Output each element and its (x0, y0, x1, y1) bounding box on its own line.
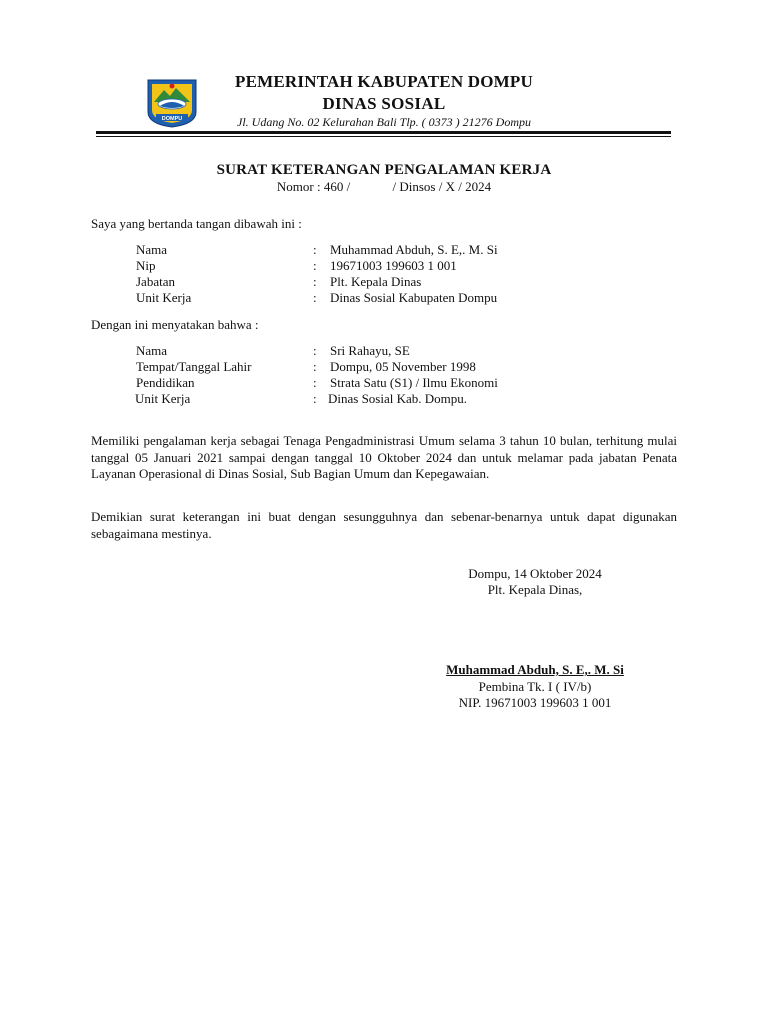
field-separator: : (313, 242, 317, 257)
field-separator: : (313, 391, 317, 406)
field-label: Nama (136, 242, 168, 257)
field-value: Plt. Kepala Dinas (330, 274, 422, 289)
dompu-regency-emblem-icon (146, 78, 198, 128)
letterhead-agency: DINAS SOSIAL (322, 94, 446, 113)
letter-number: Nomor : 460 / / Dinsos / X / 2024 (276, 179, 492, 194)
signer-row-position (136, 274, 676, 290)
field-label: Unit Kerja (135, 391, 191, 406)
statement-intro: Dengan ini menyatakan bahwa : (91, 317, 259, 332)
letterhead-rule-thin (96, 136, 671, 137)
letterhead-government: PEMERINTAH KABUPATEN DOMPU (235, 72, 533, 91)
field-value: Dinas Sosial Kab. Dompu. (328, 391, 468, 406)
field-value: Strata Satu (S1) / Ilmu Ekonomi (330, 375, 498, 390)
field-separator: : (313, 375, 317, 390)
field-label: Unit Kerja (136, 290, 192, 305)
subject-row-birth (136, 359, 676, 375)
field-value: 19671003 199603 1 001 (330, 258, 457, 273)
field-separator: : (313, 290, 317, 305)
field-label: Tempat/Tanggal Lahir (136, 359, 252, 374)
signature-nip: NIP. 19671003 199603 1 001 (458, 695, 612, 710)
field-separator: : (313, 343, 317, 358)
field-value: Sri Rahayu, SE (330, 343, 410, 358)
field-separator: : (313, 274, 317, 289)
signature-position: Plt. Kepala Dinas, (487, 582, 583, 597)
subject-row-name (136, 343, 676, 359)
signature-rank: Pembina Tk. I ( IV/b) (478, 679, 592, 694)
signer-intro: Saya yang bertanda tangan dibawah ini : (91, 216, 302, 231)
signature-name: Muhammad Abduh, S. E,. M. Si (446, 662, 624, 677)
letter-title: SURAT KETERANGAN PENGALAMAN KERJA (216, 162, 552, 178)
field-label: Nama (136, 343, 168, 358)
letterhead-rule-thick (96, 131, 671, 134)
subject-row-education (136, 375, 676, 391)
signature-place-date: Dompu, 14 Oktober 2024 (468, 566, 602, 581)
signer-row-nip (136, 258, 676, 274)
field-label: Pendidikan (136, 375, 195, 390)
body-paragraph-closing: Demikian surat keterangan ini buat dengan sesungguhnya dan sebenar-benarnya untuk dapat digunakan sebagaimana mestinya. (91, 509, 677, 541)
field-label: Jabatan (136, 274, 175, 289)
emblem-logo-text: DOMPU (161, 116, 183, 122)
body-paragraph-experience: Memiliki pengalaman kerja sebagai Tenaga Pengadministrasi Umum selama 3 tahun 10 bulan, terhitung mulai tanggal 05 Januari 2021 sampai dengan tanggal 10 Oktober 2024 dan untuk melamar pada jabatan Penata Layanan Operasional di Dinas Sosial, Sub Bagian Umum dan Kepegawaian. (91, 433, 677, 481)
field-value: Dinas Sosial Kabupaten Dompu (330, 290, 498, 305)
field-separator: : (313, 359, 317, 374)
field-label: Nip (136, 258, 156, 273)
letterhead-address: Jl. Udang No. 02 Kelurahan Bali Tlp. ( 0373 ) 21276 Dompu (237, 115, 531, 129)
field-value: Dompu, 05 November 1998 (330, 359, 476, 374)
signer-row-name (136, 242, 676, 258)
field-value: Muhammad Abduh, S. E,. M. Si (330, 242, 498, 257)
signer-row-unit (136, 290, 676, 306)
subject-row-unit (136, 391, 676, 407)
field-separator: : (313, 258, 317, 273)
